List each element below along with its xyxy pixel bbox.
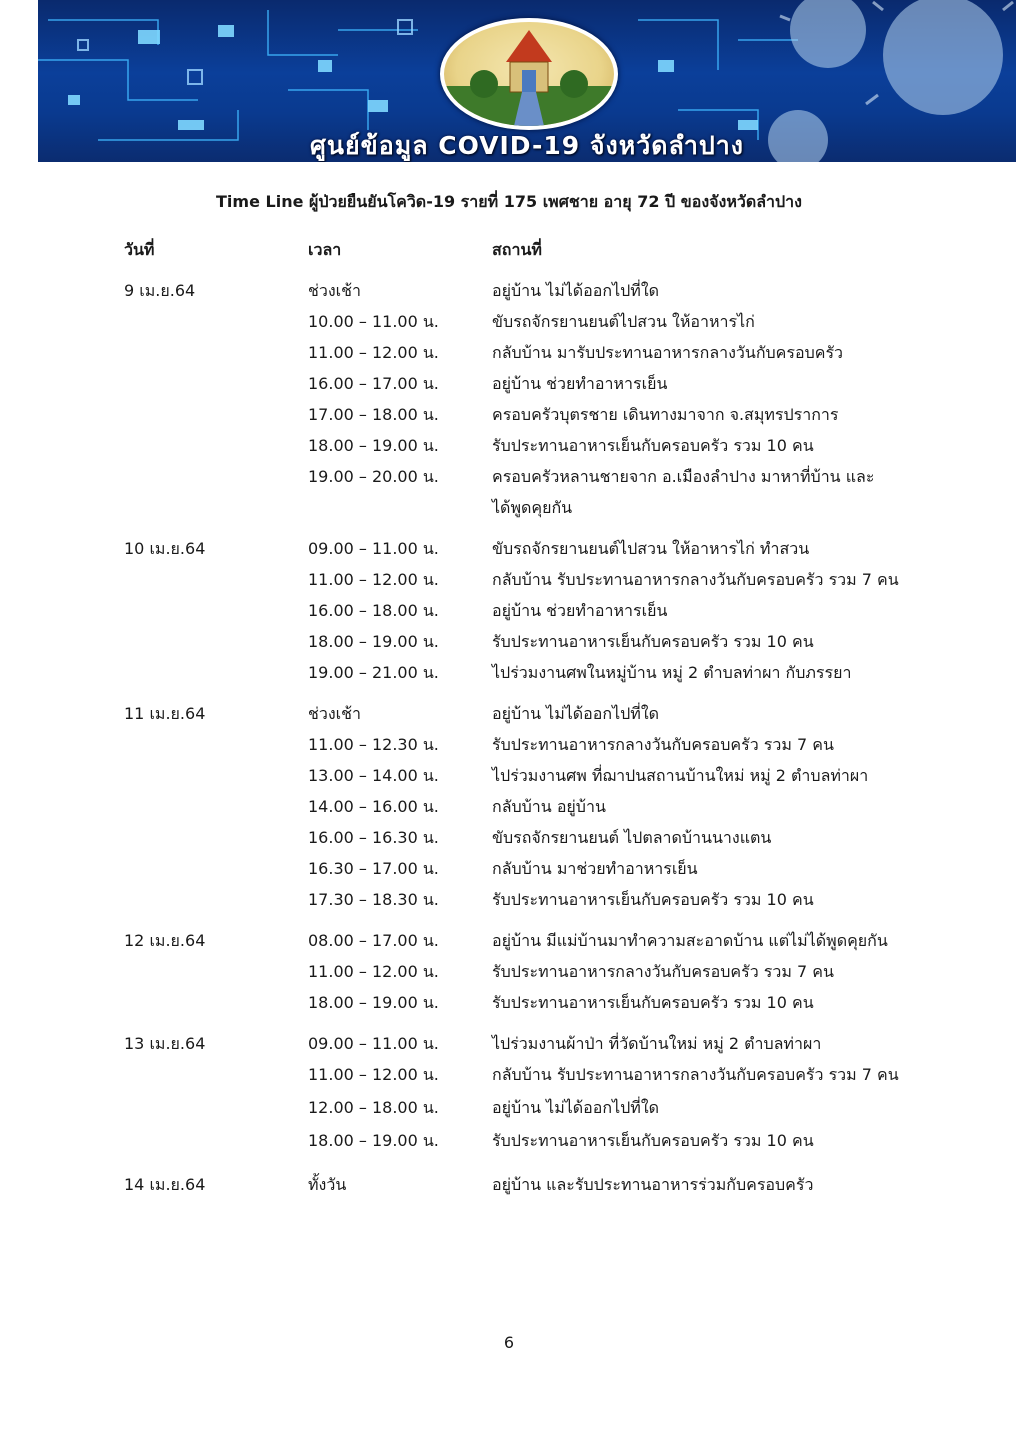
province-emblem xyxy=(440,18,618,130)
place-cell: ขับรถจักรยานยนต์ ไปตลาดบ้านนางแตน xyxy=(492,828,772,847)
timeline-row xyxy=(0,342,1018,373)
time-cell: 11.00 – 12.00 น. xyxy=(308,343,439,362)
time-cell: 17.00 – 18.00 น. xyxy=(308,405,439,424)
time-cell: 12.00 – 18.00 น. xyxy=(308,1098,439,1117)
time-cell: 08.00 – 17.00 น. xyxy=(308,931,439,950)
time-cell: 16.00 – 16.30 น. xyxy=(308,828,439,847)
time-cell: 11.00 – 12.30 น. xyxy=(308,735,439,754)
timeline-row xyxy=(0,435,1018,466)
timeline-row xyxy=(0,961,1018,992)
timeline-row xyxy=(0,734,1018,765)
column-header-date: วันที่ xyxy=(124,240,155,259)
date-cell: 14 เม.ย.64 xyxy=(124,1175,206,1194)
timeline-row xyxy=(0,827,1018,858)
place-cell: ครอบครัวหลานชายจาก อ.เมืองลำปาง มาหาที่บ้าน และ xyxy=(492,467,875,486)
place-cell: ไปร่วมงานผ้าป่า ที่วัดบ้านใหม่ หมู่ 2 ตำบลท่าผา xyxy=(492,1034,822,1053)
time-cell: ทั้งวัน xyxy=(308,1175,347,1194)
time-cell: 18.00 – 19.00 น. xyxy=(308,632,439,651)
time-cell: 18.00 – 19.00 น. xyxy=(308,993,439,1012)
place-cell: รับประทานอาหารเย็นกับครอบครัว รวม 10 คน xyxy=(492,993,814,1012)
time-cell: 11.00 – 12.00 น. xyxy=(308,962,439,981)
timeline-row xyxy=(0,538,1018,569)
place-cell: รับประทานอาหารเย็นกับครอบครัว รวม 10 คน xyxy=(492,890,814,909)
place-cell: รับประทานอาหารเย็นกับครอบครัว รวม 10 คน xyxy=(492,436,814,455)
place-cell: รับประทานอาหารกลางวันกับครอบครัว รวม 7 คน xyxy=(492,962,834,981)
timeline-row-continuation xyxy=(0,497,1018,528)
date-cell: 12 เม.ย.64 xyxy=(124,931,206,950)
date-cell: 9 เม.ย.64 xyxy=(124,281,196,300)
timeline-row xyxy=(0,1064,1018,1095)
time-cell: 11.00 – 12.00 น. xyxy=(308,570,439,589)
place-cell: ครอบครัวบุตรชาย เดินทางมาจาก จ.สมุทรปราการ xyxy=(492,405,839,424)
timeline-row xyxy=(0,796,1018,827)
banner-title: ศูนย์ข้อมูล COVID-19 จังหวัดลำปาง xyxy=(310,131,744,160)
place-cell: ได้พูดคุยกัน xyxy=(492,498,573,517)
page-number: 6 xyxy=(503,1333,515,1352)
time-cell: 19.00 – 20.00 น. xyxy=(308,467,439,486)
place-cell: อยู่บ้าน ไม่ได้ออกไปที่ใด xyxy=(492,704,660,723)
place-cell: อยู่บ้าน และรับประทานอาหารร่วมกับครอบครัว xyxy=(492,1175,814,1194)
place-cell: อยู่บ้าน ช่วยทำอาหารเย็น xyxy=(492,601,668,620)
date-cell: 13 เม.ย.64 xyxy=(124,1034,206,1053)
timeline-row xyxy=(0,765,1018,796)
place-cell: รับประทานอาหารเย็นกับครอบครัว รวม 10 คน xyxy=(492,1131,814,1150)
place-cell: ไปร่วมงานศพ ที่ฌาปนสถานบ้านใหม่ หมู่ 2 ตำบลท่าผา xyxy=(492,766,869,785)
place-cell: กลับบ้าน รับประทานอาหารกลางวันกับครอบครัว รวม 7 คน xyxy=(492,570,899,589)
time-cell: 16.00 – 18.00 น. xyxy=(308,601,439,620)
timeline-row xyxy=(0,1097,1018,1128)
time-cell: 16.00 – 17.00 น. xyxy=(308,374,439,393)
time-cell: 16.30 – 17.00 น. xyxy=(308,859,439,878)
place-cell: รับประทานอาหารกลางวันกับครอบครัว รวม 7 คน xyxy=(492,735,834,754)
place-cell: ขับรถจักรยานยนต์ไปสวน ให้อาหารไก่ ทำสวน xyxy=(492,539,810,558)
timeline-row xyxy=(0,600,1018,631)
column-header-place: สถานที่ xyxy=(492,240,542,259)
timeline-row xyxy=(0,569,1018,600)
timeline-row xyxy=(0,373,1018,404)
time-cell: ช่วงเช้า xyxy=(308,704,361,723)
place-cell: กลับบ้าน อยู่บ้าน xyxy=(492,797,606,816)
place-cell: กลับบ้าน รับประทานอาหารกลางวันกับครอบครัว รวม 7 คน xyxy=(492,1065,899,1084)
timeline-row xyxy=(0,280,1018,311)
time-cell: 17.30 – 18.30 น. xyxy=(308,890,439,909)
timeline-row xyxy=(0,992,1018,1023)
timeline-row xyxy=(0,1130,1018,1161)
place-cell: ไปร่วมงานศพในหมู่บ้าน หมู่ 2 ตำบลท่าผา กับภรรยา xyxy=(492,663,852,682)
date-cell: 11 เม.ย.64 xyxy=(124,704,206,723)
place-cell: อยู่บ้าน ไม่ได้ออกไปที่ใด xyxy=(492,1098,660,1117)
date-cell: 10 เม.ย.64 xyxy=(124,539,206,558)
column-header-time: เวลา xyxy=(308,240,342,259)
place-cell: อยู่บ้าน ช่วยทำอาหารเย็น xyxy=(492,374,668,393)
time-cell: 18.00 – 19.00 น. xyxy=(308,436,439,455)
timeline-row xyxy=(0,930,1018,961)
timeline-row xyxy=(0,404,1018,435)
time-cell: ช่วงเช้า xyxy=(308,281,361,300)
header-banner xyxy=(38,0,1016,162)
timeline-row xyxy=(0,631,1018,662)
time-cell: 19.00 – 21.00 น. xyxy=(308,663,439,682)
timeline-row xyxy=(0,1174,1018,1205)
timeline-row xyxy=(0,1033,1018,1064)
time-cell: 10.00 – 11.00 น. xyxy=(308,312,439,331)
timeline-row xyxy=(0,889,1018,920)
timeline-row xyxy=(0,858,1018,889)
place-cell: อยู่บ้าน มีแม่บ้านมาทำความสะอาดบ้าน แต่ไม่ได้พูดคุยกัน xyxy=(492,931,888,950)
time-cell: 11.00 – 12.00 น. xyxy=(308,1065,439,1084)
place-cell: อยู่บ้าน ไม่ได้ออกไปที่ใด xyxy=(492,281,660,300)
timeline-row xyxy=(0,311,1018,342)
time-cell: 13.00 – 14.00 น. xyxy=(308,766,439,785)
time-cell: 14.00 – 16.00 น. xyxy=(308,797,439,816)
place-cell: รับประทานอาหารเย็นกับครอบครัว รวม 10 คน xyxy=(492,632,814,651)
timeline-row xyxy=(0,703,1018,734)
place-cell: กลับบ้าน มาช่วยทำอาหารเย็น xyxy=(492,859,698,878)
timeline-row xyxy=(0,466,1018,497)
time-cell: 18.00 – 19.00 น. xyxy=(308,1131,439,1150)
document-title: Time Line ผู้ป่วยยืนยันโควิด-19 รายที่ 175 เพศชาย อายุ 72 ปี ของจังหวัดลำปาง xyxy=(216,192,802,211)
time-cell: 09.00 – 11.00 น. xyxy=(308,539,439,558)
time-cell: 09.00 – 11.00 น. xyxy=(308,1034,439,1053)
place-cell: กลับบ้าน มารับประทานอาหารกลางวันกับครอบครัว xyxy=(492,343,844,362)
timeline-row xyxy=(0,662,1018,693)
place-cell: ขับรถจักรยานยนต์ไปสวน ให้อาหารไก่ xyxy=(492,312,755,331)
